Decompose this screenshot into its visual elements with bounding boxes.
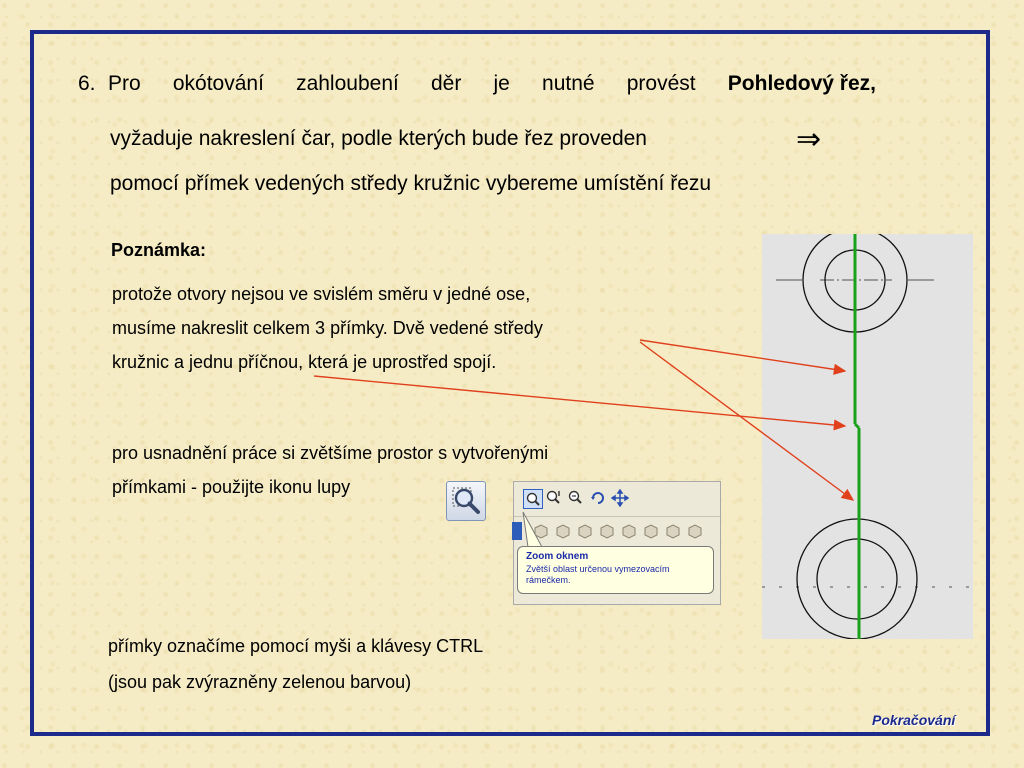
- continue-link[interactable]: Pokračování: [872, 712, 956, 728]
- note-line: protože otvory nejsou ve svislém směru v jedné ose,: [112, 284, 531, 304]
- word: zahloubení: [296, 72, 399, 95]
- zoom-hint-line: přímkami - použijte ikonu lupy: [112, 477, 351, 497]
- arrow: [640, 340, 845, 371]
- word: provést: [626, 72, 696, 95]
- implies-symbol: ⇒: [796, 123, 822, 156]
- arrow: [314, 376, 845, 426]
- word: děr: [431, 72, 462, 95]
- note-title: Poznámka:: [111, 240, 207, 260]
- zoom-hint-line: pro usnadnění práce si zvětšíme prostor s vytvořenými: [112, 443, 549, 463]
- note-line: kružnic a jednu příčnou, která je uprostřed spojí.: [112, 352, 497, 372]
- word: okótování: [172, 72, 264, 95]
- word: je: [493, 72, 510, 95]
- section-view-term: Pohledový řez,: [727, 72, 876, 95]
- step-line-2: vyžaduje nakreslení čar, podle kterých bude řez proveden: [110, 127, 647, 150]
- word: Pro: [108, 72, 141, 95]
- selection-hint-line: přímky označíme pomocí myši a klávesy CTRL: [108, 636, 484, 656]
- note-line: musíme nakreslit celkem 3 přímky. Dvě vedené středy: [112, 318, 543, 338]
- word: nutné: [542, 72, 595, 95]
- tooltip-title: Zoom oknem: [526, 551, 589, 562]
- step-line-3: pomocí přímek vedených středy kružnic vybereme umístění řezu: [110, 172, 712, 195]
- arrow: [640, 342, 853, 500]
- step-number: 6.: [78, 72, 96, 95]
- tooltip-body: Zvětší oblast určenou vymezovacím rámečkem.: [526, 564, 670, 585]
- selection-hint-line: (jsou pak zvýrazněny zelenou barvou): [108, 672, 412, 692]
